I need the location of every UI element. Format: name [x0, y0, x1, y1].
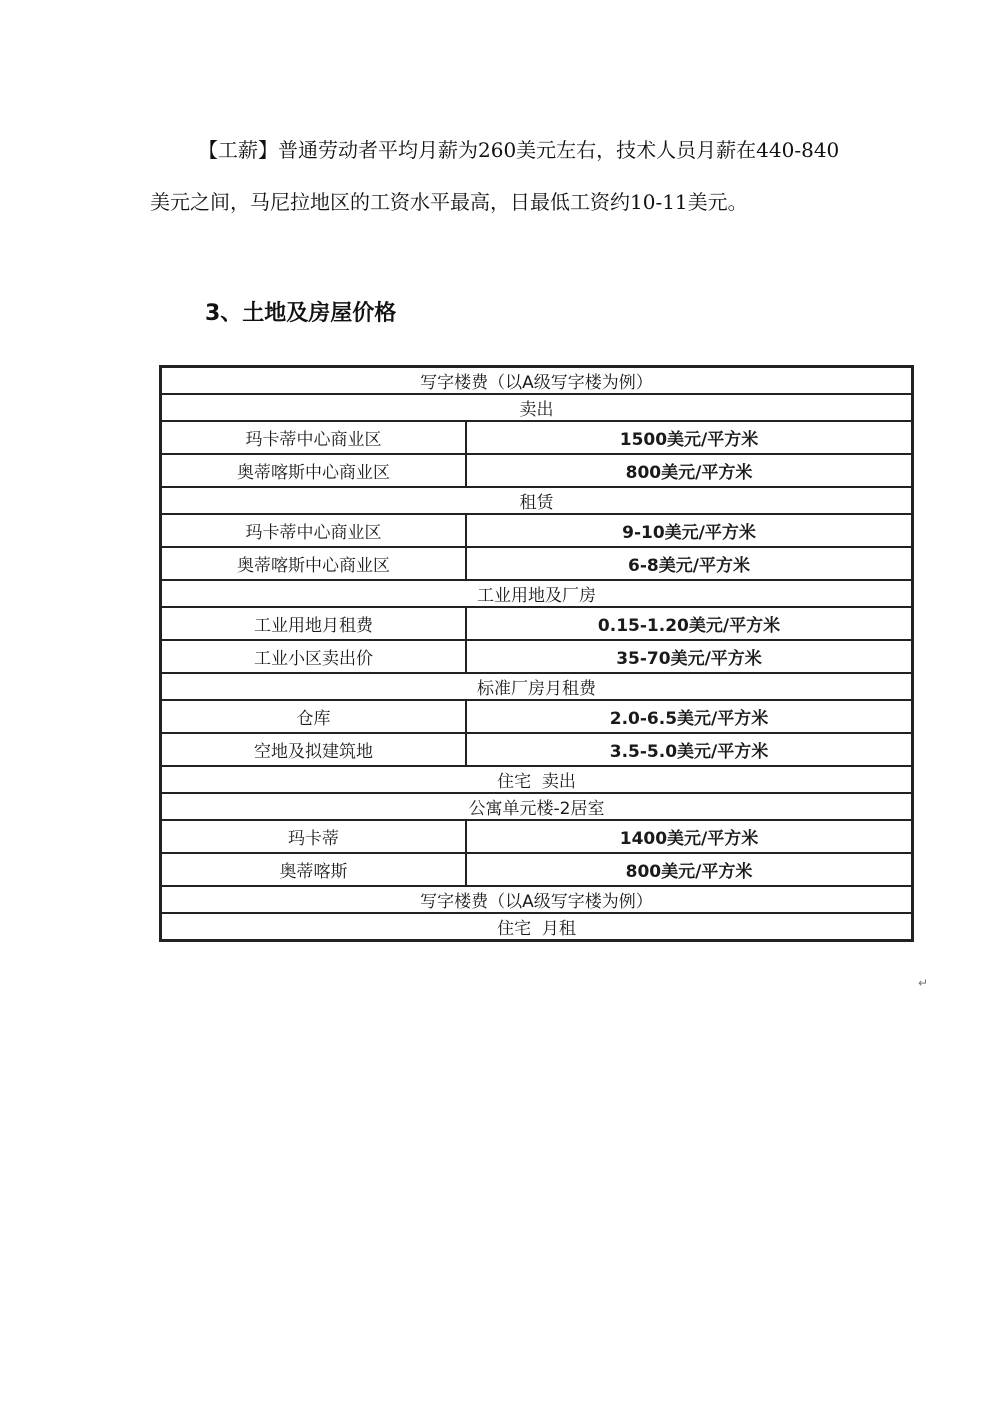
wage-lead: 【工薪】 [198, 138, 278, 162]
sale-header: 卖出 [161, 394, 913, 421]
table-row [161, 820, 913, 853]
price-cell: 1500美元/平方米 [466, 421, 913, 454]
price-cell: 800美元/平方米 [466, 853, 913, 886]
price-cell: 35-70美元/平方米 [466, 640, 913, 673]
table-row [161, 454, 913, 487]
area-cell: 奥蒂喀斯 [161, 853, 467, 886]
area-cell: 工业用地月租费 [161, 607, 467, 640]
price-cell: 1400美元/平方米 [466, 820, 913, 853]
section-heading: 3、土地及房屋价格 [205, 301, 397, 326]
price-cell: 6-8美元/平方米 [466, 547, 913, 580]
area-cell: 玛卡蒂中心商业区 [161, 421, 467, 454]
residential-sale-header: 住宅 卖出 [161, 766, 913, 793]
price-table [159, 365, 914, 942]
area-cell: 玛卡蒂中心商业区 [161, 514, 467, 547]
price-cell: 800美元/平方米 [466, 454, 913, 487]
price-cell: 3.5-5.0美元/平方米 [466, 733, 913, 766]
table-row [161, 607, 913, 640]
paragraph-mark-icon: ↵ [918, 976, 929, 990]
area-cell: 玛卡蒂 [161, 820, 467, 853]
table-row [161, 514, 913, 547]
price-cell: 2.0-6.5美元/平方米 [466, 700, 913, 733]
table-row [161, 421, 913, 454]
price-cell: 0.15-1.20美元/平方米 [466, 607, 913, 640]
wage-text: 普通劳动者平均月薪为260美元左右，技术人员月薪在440-840美元之间，马尼拉地区的工资水平最高，日最低工资约10-11美元。 [150, 138, 840, 214]
office-footer-header: 写字楼费（以A级写字楼为例） [161, 886, 913, 913]
area-cell: 奥蒂喀斯中心商业区 [161, 547, 467, 580]
price-cell: 9-10美元/平方米 [466, 514, 913, 547]
area-cell: 奥蒂喀斯中心商业区 [161, 454, 467, 487]
apartment-header: 公寓单元楼-2居室 [161, 793, 913, 820]
table-row [161, 547, 913, 580]
factory-header: 标准厂房月租费 [161, 673, 913, 700]
table-row [161, 700, 913, 733]
area-cell: 工业小区卖出价 [161, 640, 467, 673]
area-cell: 空地及拟建筑地 [161, 733, 467, 766]
table-row [161, 640, 913, 673]
table-row [161, 733, 913, 766]
area-cell: 仓库 [161, 700, 467, 733]
wage-paragraph [150, 124, 850, 228]
rent-header: 租赁 [161, 487, 913, 514]
residential-rent-header: 住宅 月租 [161, 913, 913, 941]
industrial-header: 工业用地及厂房 [161, 580, 913, 607]
table-row [161, 853, 913, 886]
table-title: 写字楼费（以A级写字楼为例） [161, 367, 913, 395]
